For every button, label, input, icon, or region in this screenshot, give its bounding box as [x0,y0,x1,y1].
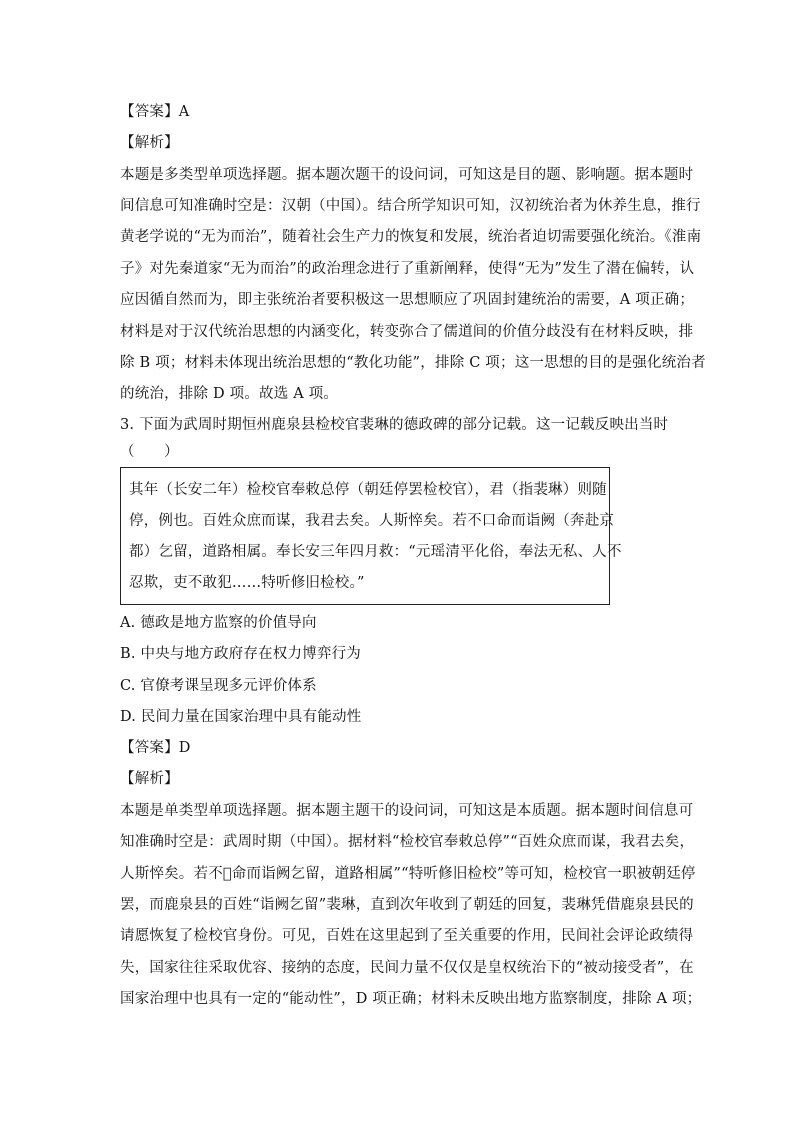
analysis-line: 知准确时空是：武周时期（中国）。据材料“检校官奉敕总停”“百姓众庶而谋，我君去矣， [120,834,695,850]
analysis-heading-2: 【解析】 [120,771,179,787]
analysis-line: 本题是多类型单项选择题。据本题次题干的设问词，可知这是目的题、影响题。据本题时 [120,167,694,183]
analysis-line: 请愿恢复了检校官身份。可见，百姓在这里起到了至关重要的作用，民间社会评论政绩得 [120,928,694,944]
analysis-heading-1: 【解析】 [120,135,179,151]
source-quote-box [120,467,622,605]
analysis-line: 间信息可知准确时空是：汉朝（中国）。结合所学知识可知，汉初统治者为休养生息，推行 [120,198,701,214]
analysis-line: 应因循自然而为，即主张统治者要积极这一思想顺应了巩固封建统治的需要，A 项正确； [120,292,695,308]
answer-label-1: 【答案】A [120,104,190,120]
analysis-line: 罢，而鹿泉县的百姓“诣阙乞留”裴琳，直到次年收到了朝廷的回复，裴琳凭借鹿泉县民的 [120,897,694,913]
quote-line: 其年（长安二年）检校官奉敕总停（朝廷停罢检校官），君（指裴琳）则随 [129,482,607,498]
analysis-line: 黄老学说的“无为而治”，随着社会生产力的恢复和发展，统治者迫切需要强化统治。《淮南 [120,229,702,245]
analysis-line: 人斯悴矣。若不￿命而诣阙乞留，道路相属”“特听修旧检校”等可知，检校官一职被朝廷停 [120,866,696,882]
analysis-line: 失，国家往往采取优容、接纳的态度，民间力量不仅仅是皇权统治下的“被动接受者”，在 [120,960,694,976]
question-3-stem: 3. 下面为武周时期恒州鹿泉县检校官裴琳的德政碑的部分记载。这一记载反映出当时 [120,417,669,433]
option-d: D. 民间力量在国家治理中具有能动性 [120,709,362,725]
analysis-line: 国家治理中也具有一定的“能动性”，D 项正确；材料未反映出地方监察制度，排除 A 项； [120,991,702,1007]
analysis-line: 材料是对于汉代统治思想的内涵变化，转变弥合了儒道间的价值分歧没有在材料反映，排 [120,324,694,340]
option-b: B. 中央与地方政府存在权力博弈行为 [120,646,361,662]
analysis-line: 子》对先秦道家“无为而治”的政治理念进行了重新阐释，使得“无为”发生了潜在偏转，认 [120,261,695,277]
analysis-line: 的统治，排除 D 项。故选 A 项。 [120,386,339,402]
analysis-line: 本题是单类型单项选择题。据本题主题干的设问词，可知这是本质题。据本题时间信息可 [120,803,694,819]
option-a: A. 德政是地方监察的价值导向 [120,615,317,631]
analysis-line: 除 B 项；材料未体现出统治思想的“教化功能”，排除 C 项；这一思想的目的是强化统治者 [120,355,706,371]
answer-label-2: 【答案】D [120,740,191,756]
quote-line: 忍欺，吏不敢犯……特听修旧检校。” [129,575,365,591]
question-3-blank: （ ） [120,444,179,460]
option-c: C. 官僚考课呈现多元评价体系 [120,678,317,694]
quote-line: 都）乞留，道路相属。奉长安三年四月救：“元瑶清平化俗，奉法无私、人不 [129,544,622,560]
quote-line: 停，例也。百姓众庶而谋，我君去矣。人斯悴矣。若不口命而诣阙（奔赴京 [129,513,615,529]
